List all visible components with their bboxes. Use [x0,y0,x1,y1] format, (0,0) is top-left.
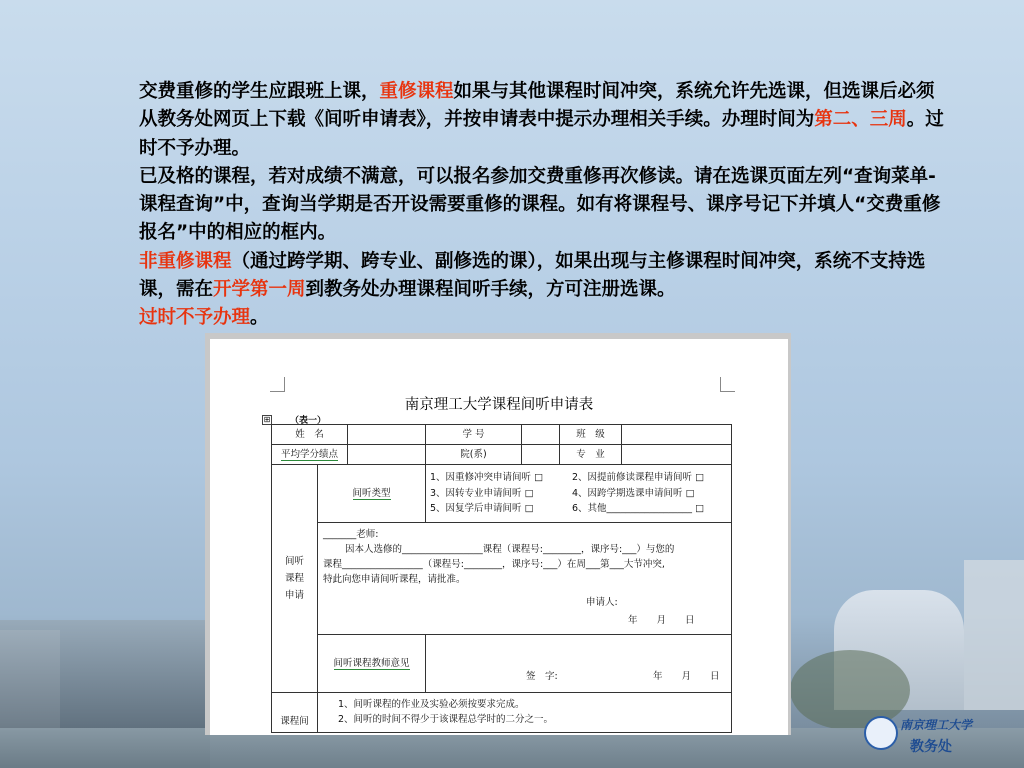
student-no-field [522,425,560,445]
logo-department: 教务处 [910,739,952,755]
form-table [271,424,732,733]
table-move-icon: ⊞ [263,415,271,424]
letter-line: _______老师: [323,529,379,540]
type-row [430,501,727,517]
date-line: 年 月 日 [653,671,720,682]
notes-cell [318,693,732,733]
logo-university-name: 南京理工大学 [900,718,973,732]
letter-line: 特此向您申请间听课程，请批准。 [323,574,466,585]
sign-label: 签 字: [526,671,558,682]
text: 。 [250,307,269,329]
name-label: 姓 名 [272,425,348,445]
background-building [964,560,1024,710]
note-text: 2、间听的时间不得少于该课程总学时的二分之一。 [338,714,554,725]
letter-cell [318,523,732,635]
highlight-text: 开学第一周 [213,279,306,301]
application-form [210,339,788,735]
major-label: 专 业 [560,445,622,465]
highlight-text: 过时不予办理 [139,307,251,329]
teacher-opinion-field [426,635,732,693]
major-field [622,445,732,465]
type-row [430,486,727,502]
teacher-opinion-cell [318,635,426,693]
gpa-field [348,445,426,465]
letter-line: 课程_________________（课程号:________，课序号:___）在周___第___大节冲突, [323,559,665,570]
university-logo [864,712,994,758]
type-options [426,465,732,523]
note-text: 1、间听课程的作业及实验必须按要求完成。 [338,699,525,710]
dept-label: 院(系) [426,445,522,465]
paragraph-2: 已及格的课程，若对成绩不满意，可以报名参加交费重修再次修读。请在选课页面左列“查询菜单-课程查询”中，查询当学期是否开设需要重修的课程。如有将课程号、课序号记下并填人“交费重修报名”中的相应的框内。 [139,165,941,244]
paragraph-1 [95,78,945,163]
type-option: 1、因重修冲突申请间听 □ [430,472,544,484]
text: 如果与其他课程时间冲突，系统允许先选课，但选课后必须从教务处网页上下载《间听申请表》，并按申请表中提示办理相关手续。办理时间为 [139,81,935,131]
letter-line: 因本人选修的_________________课程（课程号:________，课序号:___）与您的 [345,544,675,555]
type-option: 3、因转专业申请间听 □ [430,487,534,499]
gpa-label-text: 平均学分绩点 [281,448,339,460]
type-label: 间听类型 [352,487,391,499]
text: 交费重修的学生应跟班上课， [139,81,380,102]
type-option: 5、因复学后申请间听 □ [430,503,534,515]
page-corner-mark [720,377,735,392]
text: 到教务处办理课程间听手续，方可注册选课。 [305,279,676,301]
form-title: 南京理工大学课程间听申请表 [404,397,594,413]
type-option: 6、其他__________________ □ [572,503,705,515]
student-no-label: 学 号 [426,425,522,445]
class-field [622,425,732,445]
table-tag: （表一） [290,416,327,426]
highlight-text: 第二、三周 [814,109,907,131]
teacher-opinion-label: 间听课程教师意见 [333,657,410,669]
university-emblem-icon [864,716,898,750]
instruction-text [95,78,945,333]
bottom-section-label: 课程间 [272,693,318,733]
text: 。过时不予办理。 [139,109,944,159]
applicant-label: 申请人: [586,597,618,608]
section-label: 间听 课程 申请 [272,465,318,693]
date-line: 年 月 日 [628,615,695,626]
type-option: 4、因跨学期选课申请间听 □ [572,487,695,499]
type-label-cell [318,465,426,523]
dept-field [522,445,560,465]
note-line [338,697,711,712]
gpa-label [272,445,348,465]
highlight-text: 重修课程 [379,81,454,102]
page-corner-mark [270,377,285,392]
highlight-text: 非重修课程 [139,250,232,272]
type-option: 2、因提前修读课程申请间听 □ [572,472,705,484]
note-line [338,712,711,727]
class-label: 班 级 [560,425,622,445]
text: （通过跨学期、跨专业、副修选的课），如果出现与主修课程时间冲突，系统不支持选课，需在 [139,250,926,301]
name-field [348,425,426,445]
paragraph-3 [95,248,945,333]
form-image-frame [205,333,791,735]
type-row [430,470,727,486]
